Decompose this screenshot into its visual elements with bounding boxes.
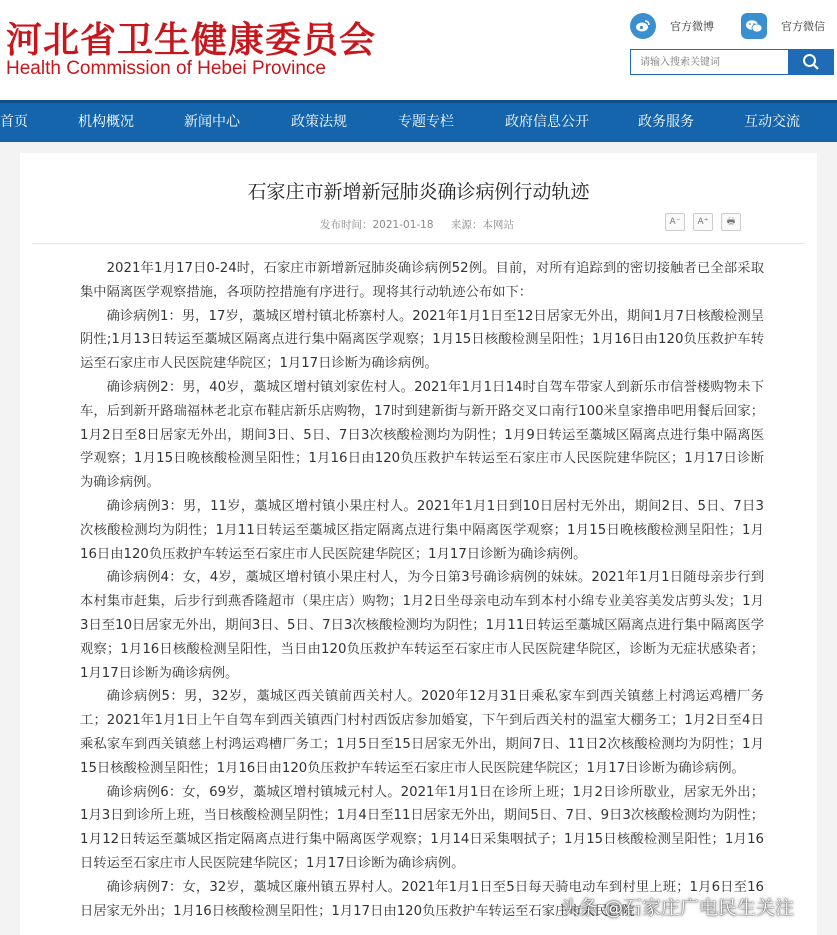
main-nav — [0, 100, 837, 142]
nav-item-interaction[interactable]: 互动交流 — [744, 114, 800, 130]
search-input[interactable] — [631, 50, 788, 74]
publish-time: 发布时间：2021-01-18 — [320, 219, 434, 231]
article-paragraph: 确诊病例7：女，32岁，藁城区廉州镇五界村人。2021年1月1日至5日每天骑电动车到村里上班；1月6日至16日居家无外出；1月16日核酸检测呈阳性；1月17日由120负压救护车转运至石家庄市人民医院 — [80, 879, 764, 919]
article-paragraph: 确诊病例6：女，69岁，藁城区增村镇城元村人。2021年1月1日在诊所上班；1月2日诊所歇业，居家无外出；1月3日到诊所上班，当日核酸检测呈阴性；1月4日至11日居家无外出，期间5日、7日、9日3次核酸检测均为阴性；1月12日转运至藁城区指定隔离点进行集中隔离医学观察；1月14日采集咽拭子；1月15日核酸检测呈阳性；1月16日转运至石家庄市人民医院建华院区；1月17日诊断为确诊病例。 — [80, 784, 764, 871]
article-paragraph: 确诊病例3：男，11岁，藁城区增村镇小果庄村人。2021年1月1日到10日居村无外出，期间2日、5日、7日3次核酸检测均为阴性；1月11日转运至藁城区指定隔离点进行集中隔离医学观察；1月15日晚核酸检测呈阳性；1月16日由120负压救护车转运至石家庄市人民医院建华院区；1月17日诊断为确诊病例。 — [80, 498, 764, 562]
search-button[interactable] — [788, 50, 833, 74]
article-paragraph: 确诊病例1：男，17岁，藁城区增村镇北桥寨村人。2021年1月1日至12日居家无外出，期间1月7日核酸检测呈阴性;1月13日转运至藁城区隔离点进行集中隔离医学观察；1月15日核酸检测呈阳性；1月16日由120负压救护车转运至石家庄市人民医院建华院区；1月17日诊断为确诊病例。 — [80, 308, 764, 372]
article-paragraph: 2021年1月17日0-24时，石家庄市新增新冠肺炎确诊病例52例。目前，对所有追踪到的密切接触者已全部采取集中隔离医学观察措施，各项防控措施有序进行。现将其行动轨迹公布如下： — [80, 261, 764, 300]
nav-item-home[interactable]: 首页 — [0, 114, 28, 130]
article-paragraph: 确诊病例4：女，4岁，藁城区增村镇小果庄村人，为今日第3号确诊病例的妹妹。2021年1月1日随母亲步行到本村集市赶集，后步行到燕香隆超市（果庄店）购物；1月2日坐母亲电动车到本村小绵专业美容美发店剪头发；1月3日至10日居家无外出，期间3日、5日、7日3次核酸检测均为阴性；1月11日转运至藁城区隔离点进行集中隔离医学观察；1月16日核酸检测呈阳性，当日由120负压救护车转运至石家庄市人民医院建华院区，诊断为无症状感染者；1月17日诊断为确诊病例。 — [80, 570, 764, 681]
article-body — [80, 257, 764, 923]
article-title: 石家庄市新增新冠肺炎确诊病例行动轨迹 — [247, 181, 590, 203]
site-header — [0, 0, 837, 100]
font-decrease-button[interactable]: A⁻ — [665, 213, 685, 231]
article-container — [20, 153, 817, 935]
wechat-icon — [741, 13, 767, 39]
nav-item-services[interactable]: 政务服务 — [638, 114, 694, 130]
article-source: 来源：本网站 — [450, 219, 514, 231]
weibo-link[interactable] — [630, 12, 714, 40]
article-meta — [320, 217, 528, 232]
nav-item-disclosure[interactable]: 政府信息公开 — [505, 114, 589, 130]
search-box — [630, 49, 834, 75]
weixin-label: 官方微信 — [781, 20, 825, 33]
nav-item-about[interactable]: 机构概况 — [78, 114, 134, 130]
weibo-label: 官方微博 — [670, 20, 714, 33]
article-paragraph: 确诊病例2：男，40岁，藁城区增村镇刘家佐村人。2021年1月1日14时自驾车带家人到新乐市信誉楼购物未下车，后到新开路瑞福林老北京布鞋店新乐店购物，17时到建新街与新开路交叉口南行100米皇家撸串吧用餐后回家；1月2日至8日居家无外出，期间3日、5日、7日3次核酸检测均为阴性；1月9日转运至藁城区隔离点进行集中隔离医学观察；1月15日晚核酸检测呈阳性；1月16日由120负压救护车转运至石家庄市人民医院建华院区；1月17日诊断为确诊病例。 — [80, 379, 764, 491]
source-watermark: 头条 @石家庄广电民生关注 — [560, 897, 795, 919]
print-button[interactable]: 🖶 — [721, 213, 741, 231]
nav-item-topics[interactable]: 专题专栏 — [398, 114, 454, 130]
weibo-icon — [630, 13, 656, 39]
nav-item-news[interactable]: 新闻中心 — [184, 114, 240, 130]
search-icon — [802, 53, 820, 71]
site-logo-chinese[interactable]: 河北省卫生健康委员会 — [6, 19, 377, 61]
article-paragraph: 确诊病例5：男，32岁，藁城区西关镇前西关村人。2020年12月31日乘私家车到西关镇慈上村鸿运鸡槽厂务工；2021年1月1日上午自驾车到西关镇西门村村西饭店参加婚宴，下午到后西关村的温室大棚务工；1月2日至4日乘私家车到西关镇慈上村鸿运鸡槽厂务工；1月5日至15日居家无外出，期间7日、11日2次核酸检测均为阴性；1月15日核酸检测呈阳性；1月16日由120负压救护车转运至石家庄市人民医院建华院区；1月17日诊断为确诊病例。 — [80, 689, 764, 776]
weixin-link[interactable] — [741, 12, 825, 40]
article-tools — [665, 213, 749, 231]
site-logo-english[interactable]: Health Commission of Hebei Province — [6, 58, 326, 79]
font-increase-button[interactable]: A⁺ — [693, 213, 713, 231]
nav-item-policy[interactable]: 政策法规 — [291, 114, 347, 130]
title-divider — [32, 243, 805, 244]
